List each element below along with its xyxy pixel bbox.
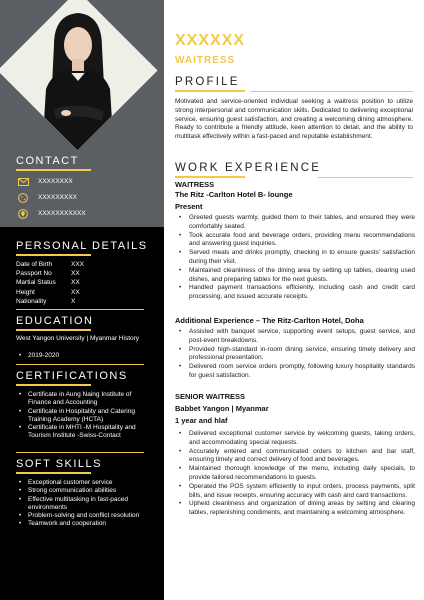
job1-title: WAITRESS xyxy=(175,180,215,189)
education-heading: EDUCATION xyxy=(16,315,93,331)
duty-item: • Maintained cleanliness of the dining area by setting up tables, clearing used dishes, and preparing tables for the next guests. xyxy=(175,267,415,285)
soft-skills-list xyxy=(16,479,156,529)
duty-item: • Greeted guests warmly, guided them to their tables, and ensured they were comfortably seated. xyxy=(175,214,415,232)
detail-value: X xyxy=(71,297,76,305)
job2-duties xyxy=(175,430,415,518)
detail-value: XX xyxy=(71,288,80,296)
duty-item: • Assisted with banquet service, supporting event setups, guest service, and post-event breakdowns. xyxy=(175,328,415,346)
divider xyxy=(16,364,144,365)
soft-skills-heading: SOFT SKILLS xyxy=(16,458,102,474)
candidate-name: XXXXXX xyxy=(175,32,246,49)
certification-item: • Certificate in Hospitality and Catering Training Academy (HCTA) xyxy=(16,408,156,425)
divider xyxy=(16,309,144,310)
detail-row xyxy=(16,260,156,269)
skill-item: • Teamwork and cooperation xyxy=(16,520,156,528)
work-experience-heading: WORK EXPERIENCE xyxy=(175,162,321,178)
job2-company: Babbet Yangon | Myanmar xyxy=(175,404,269,413)
sidebar xyxy=(0,0,164,600)
contact-email xyxy=(16,177,73,186)
duty-item: • Delivered room service orders promptly, following luxury hospitality standards for guest satisfaction. xyxy=(175,363,415,381)
location-value: XXXXXXXXXXX xyxy=(38,210,86,217)
job1-company: The Ritz -Carlton Hotel B- lounge xyxy=(175,190,293,199)
skill-item: • Problem-solving and conflict resolution xyxy=(16,512,156,520)
candidate-role: WAITRESS xyxy=(175,55,236,66)
detail-row xyxy=(16,269,156,278)
detail-label: Passport No xyxy=(16,270,52,278)
detail-label: Height xyxy=(16,288,35,296)
heading-rule xyxy=(250,91,413,92)
certification-item: • Certificate in Aung Naing Institute of Finance and Accounting xyxy=(16,391,156,408)
skill-item: • Effective multitasking in fast-paced environments xyxy=(16,496,156,513)
contact-location xyxy=(16,209,86,218)
detail-row xyxy=(16,297,156,306)
duty-item: • Operated the POS system efficiently to input orders, process payments, split bills, and issue receipts, ensuring accuracy with cash and card transactions. xyxy=(175,483,415,501)
phone-icon xyxy=(16,193,30,202)
email-value: XXXXXXXX xyxy=(38,178,73,185)
main-content xyxy=(164,0,424,600)
duty-item: • Accurately entered and communicated orders to kitchen and bar staff, ensuring timely and correct delivery of food and beverages. xyxy=(175,448,415,466)
duty-item: • Served meals and drinks promptly, checking in to ensure guests' satisfaction during their visit. xyxy=(175,249,415,267)
profile-text: Motivated and service-oriented individual seeking a waitress position to utilize strong interpersonal and communication skills. Dedicated to delivering exceptional service, ensuring guest satisfaction, and creating a welcoming dining atmosphere. Ready to contribute a friendly attitude, keen attention to detail, and the ability to multitask effectively within a fast-paced and reputable establishment. xyxy=(175,98,413,141)
detail-label: Martial Status xyxy=(16,279,56,287)
personal-details xyxy=(16,260,156,306)
detail-row xyxy=(16,278,156,287)
additional-experience-title: Additional Experience – The Ritz-Carlton Hotel, Doha xyxy=(175,316,364,325)
mail-icon xyxy=(16,177,30,186)
detail-value: XXX xyxy=(71,261,85,268)
duty-item: • Upheld cleanliness and organization of dining areas by setting and clearing tables, replenishing condiments, and maintaining a welcoming atmosphere. xyxy=(175,500,415,518)
duty-item: • Took accurate food and beverage orders, providing menu recommendations and answering guest inquiries. xyxy=(175,232,415,250)
detail-label: Nationality xyxy=(16,297,47,305)
skill-item: • Exceptional customer service xyxy=(16,479,156,487)
contact-phone xyxy=(16,193,77,202)
job2-period: 1 year and hlaf xyxy=(175,416,228,425)
location-icon xyxy=(16,209,30,218)
phone-value: XXXXXXXXX xyxy=(38,194,78,201)
detail-label: Date of Birth xyxy=(16,261,53,268)
education-school: West Yangon University | Myanmar History xyxy=(16,335,140,342)
certifications-heading: CERTIFICATIONS xyxy=(16,370,128,386)
profile-heading: PROFILE xyxy=(175,76,245,92)
duty-item: • Provided high-standard in-room dining service, ensuring timely delivery and professional presentation. xyxy=(175,346,415,364)
duty-item: • Handled payment transactions efficiently, including cash and credit card processing, and issued accurate receipts. xyxy=(175,284,415,302)
job1-period: Present xyxy=(175,202,203,211)
education-years-list xyxy=(16,352,156,360)
detail-row xyxy=(16,288,156,297)
skill-item: • Strong communication abilities xyxy=(16,487,156,495)
duty-item: • Delivered exceptional customer service by welcoming guests, taking orders, and accommodating special requests. xyxy=(175,430,415,448)
job1-duties xyxy=(175,214,415,302)
detail-value: XX xyxy=(71,279,80,287)
certifications-list xyxy=(16,391,156,441)
job2-title: SENIOR WAITRESS xyxy=(175,392,246,401)
education-years: • 2019-2020 xyxy=(16,352,156,360)
detail-value: XX xyxy=(71,270,80,278)
heading-rule xyxy=(318,177,413,178)
personal-details-heading: PERSONAL DETAILS xyxy=(16,240,148,256)
certification-item: • Certificate in MHTI -M Hospitality and Tourism Institute -Swiss-Contact xyxy=(16,424,156,441)
divider xyxy=(16,452,144,453)
duty-item: • Maintained thorough knowledge of the menu, including daily specials, to provide tailored recommendations to guests. xyxy=(175,465,415,483)
contact-heading: CONTACT xyxy=(16,155,91,171)
additional-duties xyxy=(175,328,415,381)
